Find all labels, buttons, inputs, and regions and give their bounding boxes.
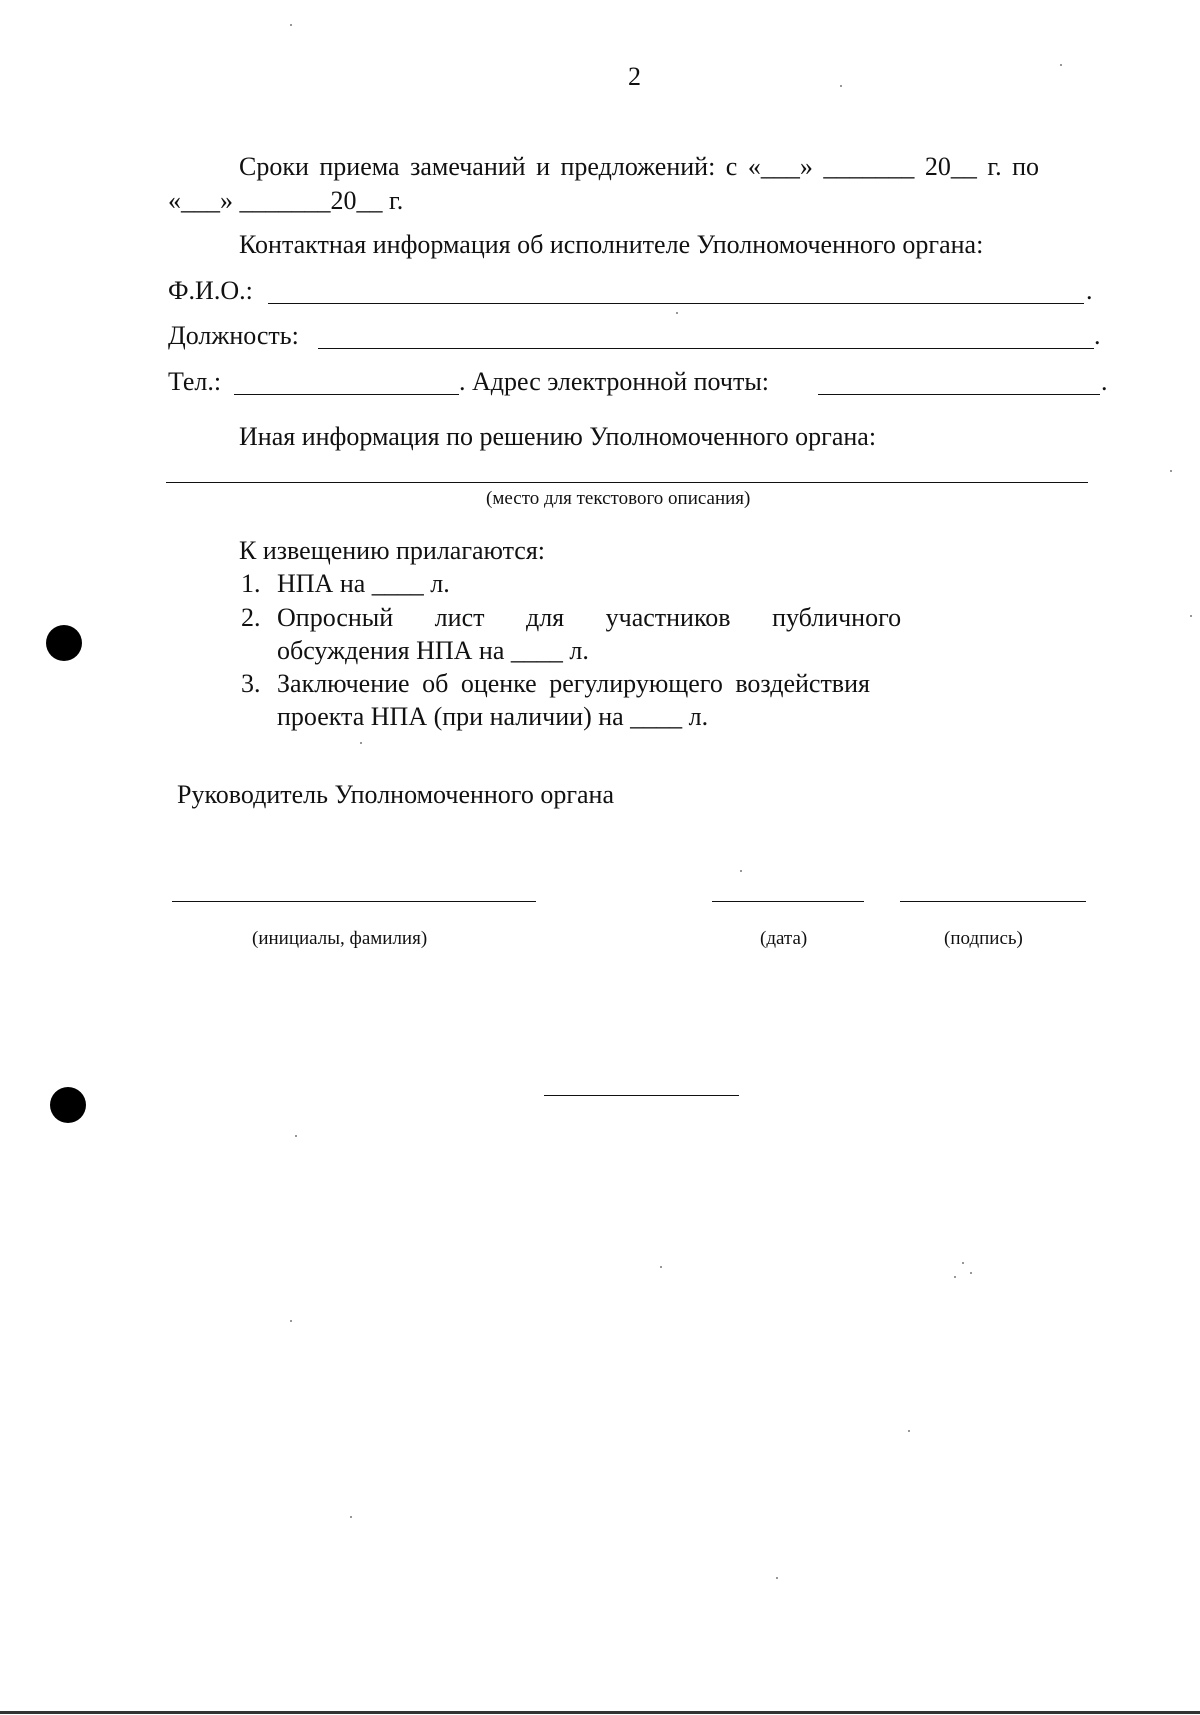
scan-speck bbox=[290, 1320, 292, 1322]
date-signature-line bbox=[712, 901, 864, 902]
email-line bbox=[818, 394, 1100, 395]
scan-speck bbox=[1060, 64, 1062, 66]
attachment-2-text-line-2: обсуждения НПА на ____ л. bbox=[277, 636, 589, 665]
closing-separator-line bbox=[544, 1095, 739, 1096]
signature-title: Руководитель Уполномоченного органа bbox=[177, 780, 614, 809]
scan-speck bbox=[660, 1266, 662, 1268]
name-signature-line bbox=[172, 901, 536, 902]
position-label: Должность: bbox=[168, 321, 299, 350]
scan-bottom-edge bbox=[0, 1711, 1200, 1714]
attachment-1-text: НПА на ____ л. bbox=[277, 569, 450, 598]
fio-period: . bbox=[1086, 276, 1093, 305]
scan-speck bbox=[840, 85, 842, 87]
other-info-heading: Иная информация по решению Уполномоченного органа: bbox=[239, 422, 877, 451]
page-number: 2 bbox=[628, 62, 641, 91]
contact-heading: Контактная информация об исполнителе Уполномоченного органа: bbox=[239, 230, 984, 259]
email-period: . bbox=[1101, 367, 1108, 396]
scan-speck bbox=[290, 24, 292, 26]
scan-speck bbox=[740, 870, 742, 872]
attachment-3-text-line-2: проекта НПА (при наличии) на ____ л. bbox=[277, 702, 709, 731]
other-info-line bbox=[166, 482, 1088, 483]
sign-signature-line bbox=[900, 901, 1086, 902]
sign-caption: (подпись) bbox=[944, 928, 1023, 949]
name-caption: (инициалы, фамилия) bbox=[252, 928, 428, 949]
scan-speck bbox=[970, 1272, 972, 1274]
position-line bbox=[318, 348, 1094, 349]
attachments-heading: К извещению прилагаются: bbox=[239, 536, 546, 565]
punch-hole-bottom bbox=[50, 1087, 86, 1123]
scan-speck bbox=[1170, 470, 1172, 472]
scan-speck bbox=[295, 1135, 297, 1137]
scan-speck bbox=[360, 742, 362, 744]
attachment-2-number: 2. bbox=[241, 603, 261, 632]
scan-speck bbox=[1190, 615, 1192, 617]
attachment-2-text-line-1: Опросный лист для участников публичного bbox=[277, 603, 902, 632]
phone-line bbox=[234, 394, 459, 395]
scan-speck bbox=[350, 1516, 352, 1518]
other-info-caption: (место для текстового описания) bbox=[486, 488, 751, 509]
punch-hole-top bbox=[46, 625, 82, 661]
position-period: . bbox=[1094, 321, 1101, 350]
scan-speck bbox=[676, 312, 678, 314]
deadlines-line-1: Сроки приема замечаний и предложений: с «___» _______ 20__ г. по bbox=[239, 152, 1039, 181]
scan-speck bbox=[776, 1577, 778, 1579]
attachment-3-text-line-1: Заключение об оценке регулирующего воздействия bbox=[277, 669, 870, 698]
phone-label: Тел.: bbox=[168, 367, 222, 396]
fio-label: Ф.И.О.: bbox=[168, 276, 253, 305]
fio-line bbox=[268, 303, 1084, 304]
scan-speck bbox=[908, 1430, 910, 1432]
scan-speck bbox=[962, 1262, 964, 1264]
scan-speck bbox=[954, 1276, 956, 1278]
deadlines-line-2: «___» _______20__ г. bbox=[168, 186, 404, 215]
date-caption: (дата) bbox=[760, 928, 808, 949]
attachment-1-number: 1. bbox=[241, 569, 261, 598]
attachment-3-number: 3. bbox=[241, 669, 261, 698]
email-label: . Адрес электронной почты: bbox=[459, 367, 770, 396]
